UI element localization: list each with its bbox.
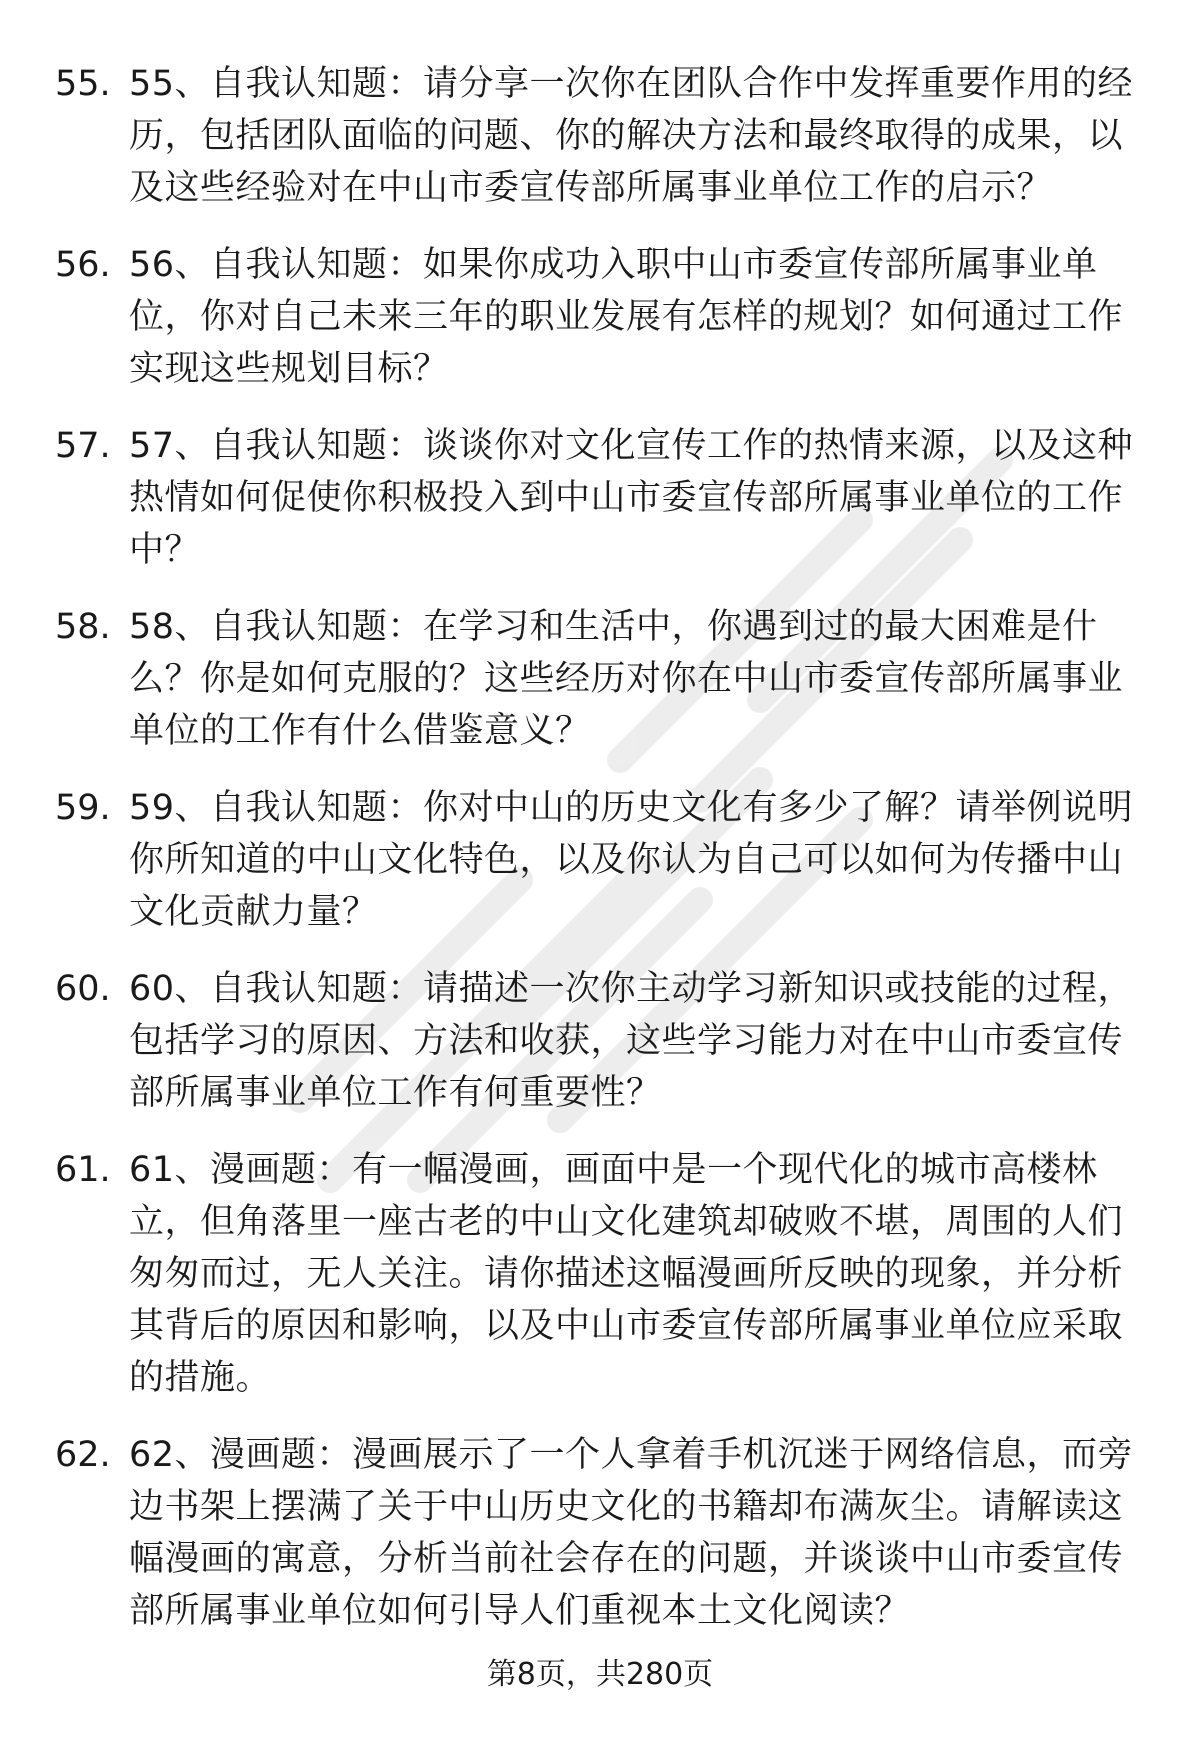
question-list bbox=[55, 58, 1145, 1662]
question-text: 61、漫画题：有一幅漫画，画面中是一个现代化的城市高楼林立，但角落里一座古老的中山文化建筑却破败不堪，周围的人们匆匆而过，无人关注。请你描述这幅漫画所反映的现象，并分析其背后的原因和影响，以及中山市委宣传部所属事业单位应采取的措施。 bbox=[129, 1150, 1124, 1398]
question-number: 58. bbox=[55, 607, 111, 647]
page-indicator: 第8页，共280页 bbox=[486, 1657, 714, 1692]
question-text: 60、自我认知题：请描述一次你主动学习新知识或技能的过程，包括学习的原因、方法和收获，这些学习能力对在中山市委宣传部所属事业单位工作有何重要性？ bbox=[129, 969, 1134, 1113]
question-number: 56. bbox=[55, 245, 111, 285]
question-number: 59. bbox=[55, 788, 111, 828]
question-text: 58、自我认知题：在学习和生活中，你遇到过的最大困难是什么？你是如何克服的？这些经历对你在中山市委宣传部所属事业单位的工作有什么借鉴意义？ bbox=[129, 607, 1124, 751]
question-number: 60. bbox=[55, 969, 111, 1009]
question-item-55 bbox=[55, 58, 1145, 214]
question-item-57 bbox=[55, 420, 1145, 576]
question-item-62 bbox=[55, 1429, 1145, 1637]
question-number: 62. bbox=[55, 1435, 111, 1475]
question-item-61 bbox=[55, 1144, 1145, 1404]
question-number: 57. bbox=[55, 426, 111, 466]
question-text: 57、自我认知题：谈谈你对文化宣传工作的热情来源，以及这种热情如何促使你积极投入到中山市委宣传部所属事业单位的工作中？ bbox=[129, 426, 1134, 570]
question-text: 59、自我认知题：你对中山的历史文化有多少了解？请举例说明你所知道的中山文化特色，以及你认为自己可以如何为传播中山文化贡献力量？ bbox=[129, 788, 1134, 932]
question-number: 61. bbox=[55, 1150, 111, 1190]
question-text: 55、自我认知题：请分享一次你在团队合作中发挥重要作用的经历，包括团队面临的问题、你的解决方法和最终取得的成果，以及这些经验对在中山市委宣传部所属事业单位工作的启示？ bbox=[129, 64, 1134, 208]
question-item-60 bbox=[55, 963, 1145, 1119]
question-text: 62、漫画题：漫画展示了一个人拿着手机沉迷于网络信息，而旁边书架上摆满了关于中山历史文化的书籍却布满灰尘。请解读这幅漫画的寓意，分析当前社会存在的问题，并谈谈中山市委宣传部所属事业单位如何引导人们重视本土文化阅读？ bbox=[129, 1435, 1134, 1631]
question-item-58 bbox=[55, 601, 1145, 757]
question-item-59 bbox=[55, 782, 1145, 938]
question-item-56 bbox=[55, 239, 1145, 395]
question-text: 56、自我认知题：如果你成功入职中山市委宣传部所属事业单位，你对自己未来三年的职业发展有怎样的规划？如何通过工作实现这些规划目标？ bbox=[129, 245, 1124, 389]
question-number: 55. bbox=[55, 64, 111, 104]
